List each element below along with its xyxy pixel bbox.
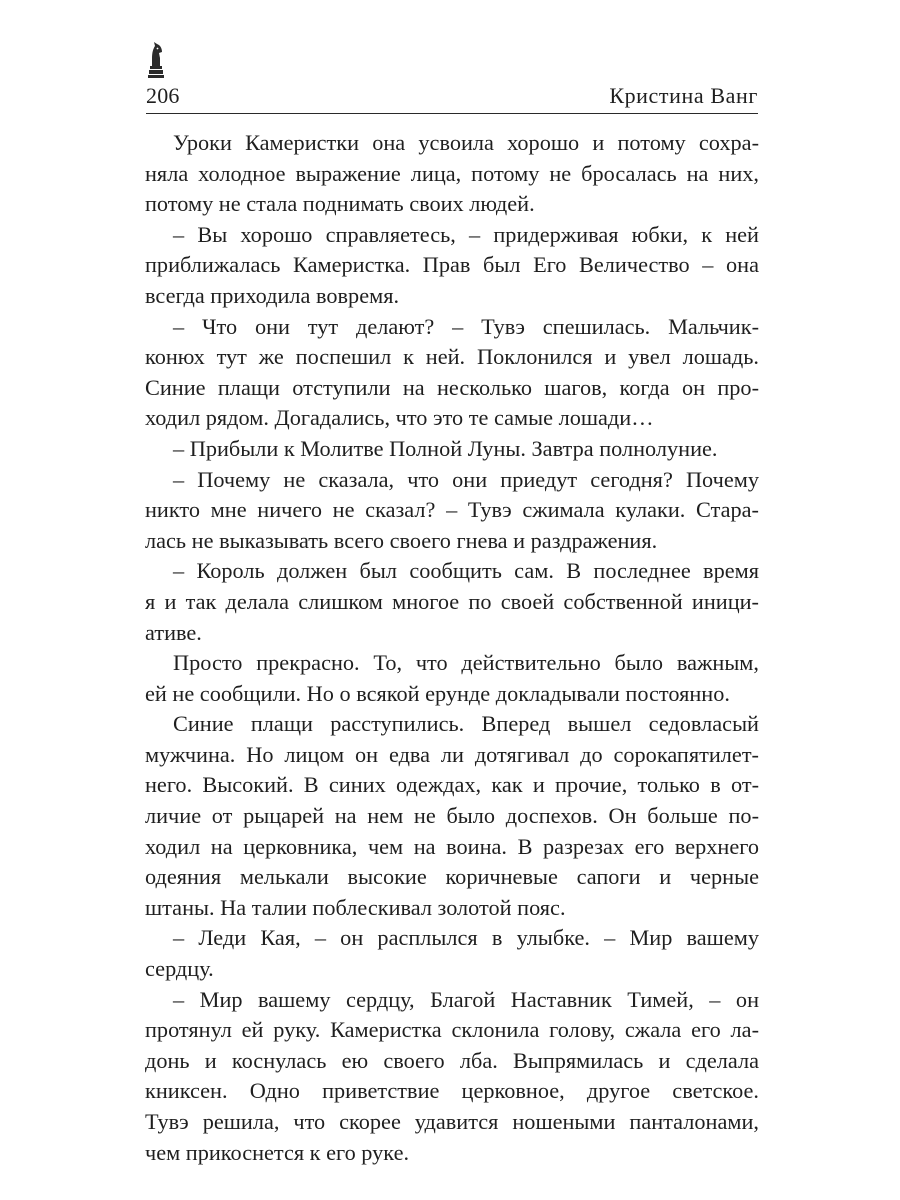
text-line: ходил на церковника, чем на воина. В разрезах его верхнего bbox=[145, 833, 759, 859]
text-line: никто мне ничего не сказал? – Тувэ сжимала кулаки. Стара- bbox=[145, 497, 759, 523]
chess-knight-icon bbox=[146, 36, 166, 80]
text-line: Синие плащи отступили на несколько шагов, когда он про- bbox=[145, 374, 759, 400]
text-line: Просто прекрасно. То, что действительно было важным, bbox=[173, 650, 759, 676]
text-line: – Мир вашему сердцу, Благой Наставник Тимей, – он bbox=[173, 986, 759, 1012]
text-line: – Прибыли к Молитве Полной Луны. Завтра полнолуние. bbox=[173, 435, 718, 461]
text-line: ходил рядом. Догадались, что это те самые лошади… bbox=[145, 405, 654, 431]
text-line: ей не сообщили. Но о всякой ерунде докладывали постоянно. bbox=[145, 680, 730, 706]
text-line: конюх тут же поспешил к ней. Поклонился и увел лошадь. bbox=[145, 344, 759, 370]
text-line: протянул ей руку. Камеристка склонила голову, сжала его ла- bbox=[145, 1017, 759, 1043]
text-line: донь и коснулась ею своего лба. Выпрямилась и сделала bbox=[145, 1047, 759, 1073]
text-line: – Почему не сказала, что они приедут сегодня? Почему bbox=[173, 466, 759, 492]
chess-knight-icon-graphic bbox=[146, 36, 166, 80]
text-line: одеяния мелькали высокие коричневые сапоги и черные bbox=[145, 864, 759, 890]
text-line: няла холодное выражение лица, потому не бросалась на них, bbox=[145, 160, 759, 186]
text-line: него. Высокий. В синих одеждах, как и прочие, только в от- bbox=[145, 772, 759, 798]
text-line: личие от рыцарей на нем не было доспехов. Он больше по- bbox=[145, 803, 759, 829]
text-line: Уроки Камеристки она усвоила хорошо и потому сохра- bbox=[173, 130, 759, 155]
running-title: Кристина Ванг bbox=[609, 83, 758, 108]
text-line: – Король должен был сообщить сам. В последнее время bbox=[173, 558, 759, 584]
text-line: я и так делала слишком многое по своей собственной иници- bbox=[145, 588, 759, 614]
body-text bbox=[145, 128, 759, 1168]
text-line: Тувэ решила, что скорее удавится ношеными панталонами, bbox=[145, 1109, 759, 1134]
text-line: книксен. Одно приветствие церковное, другое светское. bbox=[145, 1078, 759, 1104]
text-line: мужчина. Но лицом он едва ли дотягивал до сорокапятилет- bbox=[145, 741, 759, 767]
text-line: – Леди Кая, – он расплылся в улыбке. – Мир вашему bbox=[173, 925, 759, 951]
text-line: – Что они тут делают? – Тувэ спешилась. Мальчик- bbox=[173, 313, 759, 339]
text-line: – Вы хорошо справляетесь, – придерживая юбки, к ней bbox=[173, 221, 759, 247]
running-head bbox=[146, 82, 758, 116]
text-line: чем прикоснется к его руке. bbox=[145, 1139, 410, 1165]
text-line: приближалась Камеристка. Прав был Его Величество – она bbox=[145, 252, 759, 278]
text-line: штаны. На талии поблескивал золотой пояс. bbox=[145, 894, 566, 920]
text-line: Синие плащи расступились. Вперед вышел седовласый bbox=[173, 711, 759, 737]
text-line: сердцу. bbox=[145, 956, 214, 982]
header-rule bbox=[146, 113, 758, 114]
text-line: потому не стала поднимать своих людей. bbox=[145, 191, 535, 217]
text-line: всегда приходила вовремя. bbox=[145, 282, 400, 308]
text-line: лась не выказывать всего своего гнева и раздражения. bbox=[145, 527, 658, 553]
text-line: ативе. bbox=[145, 619, 202, 645]
page-number: 206 bbox=[146, 83, 180, 108]
